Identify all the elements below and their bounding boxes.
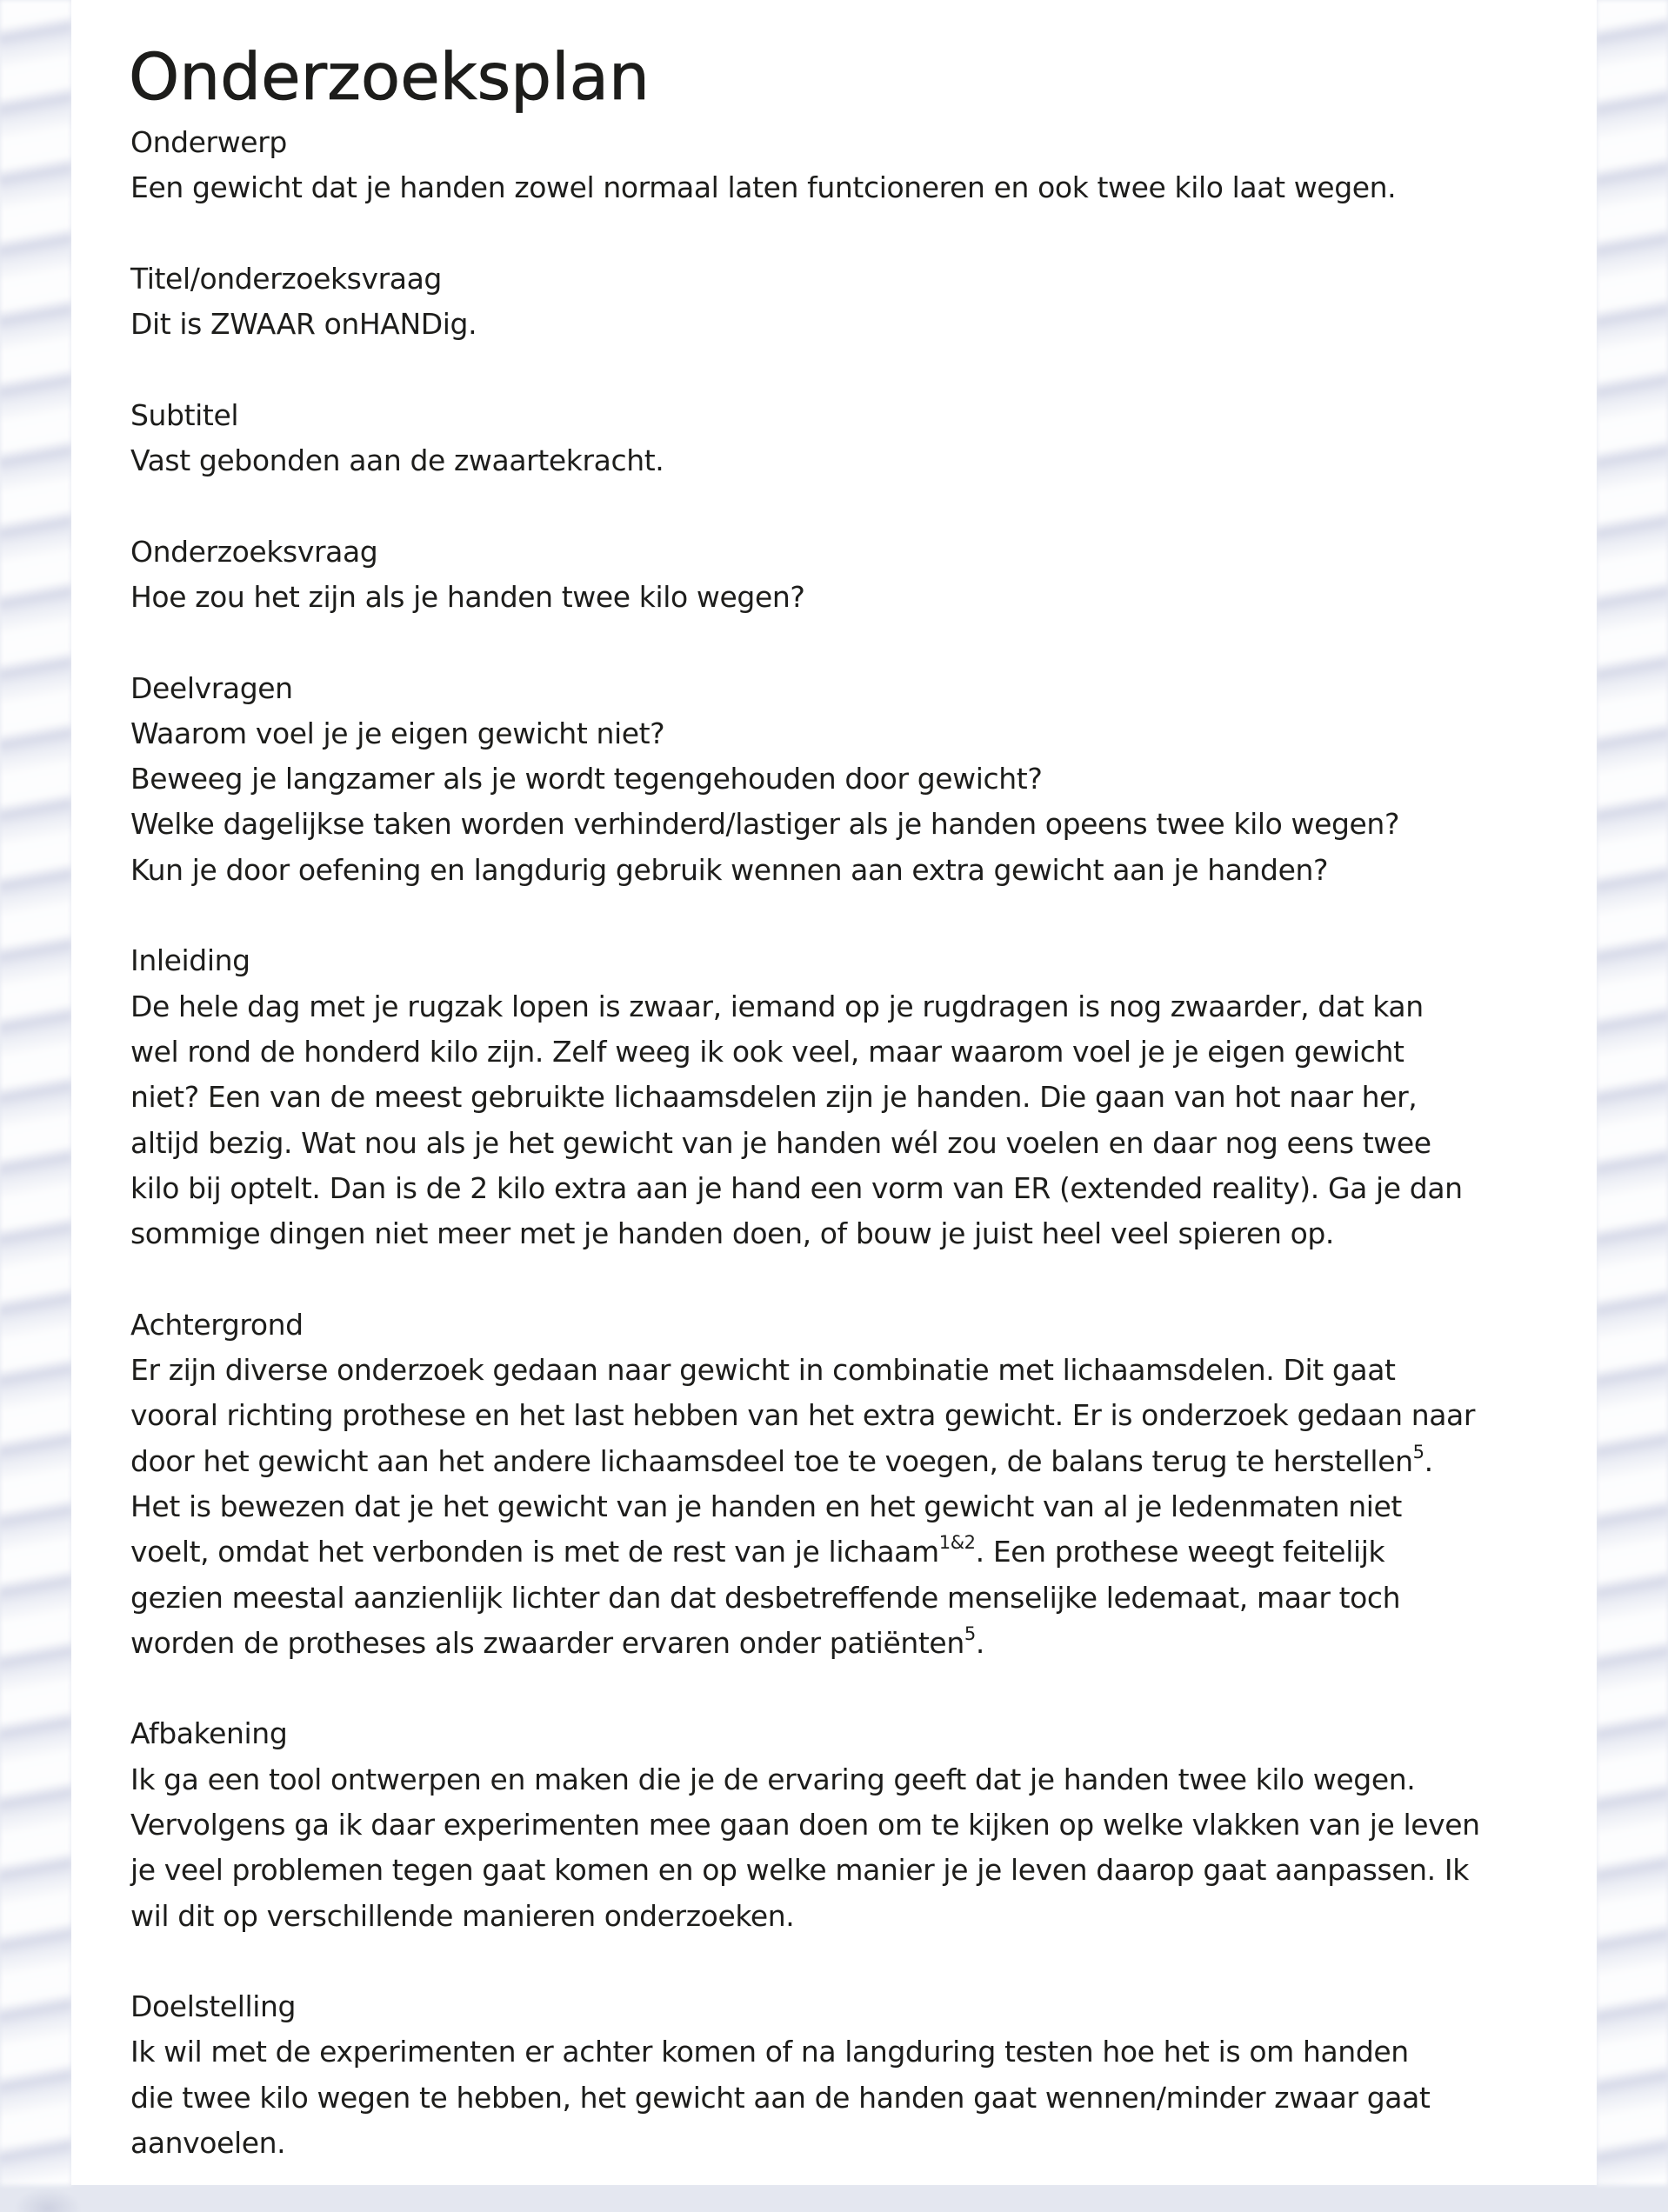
document-body	[130, 120, 1557, 2212]
paragraph-line: niet? Een van de meest gebruikte lichaamsdelen zijn je handen. Die gaan van hot naar her,	[130, 1080, 1418, 1115]
line-text: Er zijn diverse onderzoek gedaan naar gewicht in combinatie met lichaamsdelen. Dit gaat	[130, 1353, 1396, 1388]
line-text-after: .	[1424, 1443, 1433, 1478]
sub-question: Beweeg je langzamer als je wordt tegengehouden door gewicht?	[130, 762, 1043, 796]
paragraph-line: aanvoelen.	[130, 2126, 286, 2161]
section-heading: Inleiding	[130, 943, 250, 978]
paragraph-line	[130, 1348, 1557, 1393]
paragraph-line: sommige dingen niet meer met je handen doen, of bouw je juist heel veel spieren op.	[130, 1216, 1334, 1251]
section-onderzoeksvraag	[130, 530, 1557, 621]
sub-question: Waarom voel je je eigen gewicht niet?	[130, 716, 665, 750]
paragraph-line	[130, 1484, 1557, 1529]
paragraph-line: altijd bezig. Wat nou als je het gewicht van je handen wél zou voelen en daar nog eens twee	[130, 1125, 1431, 1160]
section-line: Vast gebonden aan de zwaartekracht.	[130, 443, 664, 478]
paragraph-line	[130, 1576, 1557, 1621]
section-titel	[130, 257, 1557, 348]
line-text: voelt, omdat het verbonden is met de rest van je lichaam	[130, 1535, 939, 1569]
section-heading: Afbakening	[130, 1716, 288, 1751]
paragraph-line: Ik ga een tool ontwerpen en maken die je de ervaring geeft dat je handen twee kilo wegen.	[130, 1762, 1416, 1796]
section-line: Dit is ZWAAR onHANDig.	[130, 307, 477, 342]
section-deelvragen	[130, 666, 1557, 893]
section-subtitel	[130, 393, 1557, 484]
section-heading: Titel/onderzoeksvraag	[130, 261, 442, 296]
section-doelstelling	[130, 1984, 1557, 2166]
paragraph-line: De hele dag met je rugzak lopen is zwaar, iemand op je rugdragen is nog zwaarder, dat kan	[130, 989, 1424, 1023]
paragraph-line: Vervolgens ga ik daar experimenten mee gaan doen om te kijken op welke vlakken van je leven	[130, 1807, 1480, 1842]
section-heading: Subtitel	[130, 397, 239, 432]
background-texture-right	[1597, 0, 1668, 2185]
line-text: worden de protheses als zwaarder ervaren onder patiënten	[130, 1625, 964, 1660]
section-afbakening	[130, 1711, 1557, 1938]
line-text-after: . Een prothese weegt feitelijk	[975, 1535, 1385, 1569]
paragraph-line	[130, 1621, 1557, 1666]
paragraph-line	[130, 1393, 1557, 1438]
footnote-reference: 5	[964, 1622, 976, 1644]
line-text: door het gewicht aan het andere lichaamsdeel toe te voegen, de balans terug te herstellen	[130, 1443, 1413, 1478]
paragraph-line: Ik wil met de experimenten er achter komen of na langduring testen hoe het is om handen	[130, 2035, 1409, 2069]
line-text-after: .	[975, 1625, 984, 1660]
section-line: Hoe zou het zijn als je handen twee kilo wegen?	[130, 579, 805, 614]
section-heading: Achtergrond	[130, 1307, 304, 1342]
section-onderwerp	[130, 120, 1557, 211]
line-text: gezien meestal aanzienlijk lichter dan dat desbetreffende menselijke ledemaat, maar toch	[130, 1580, 1401, 1615]
sub-question: Welke dagelijkse taken worden verhinderd/lastiger als je handen opeens twee kilo wegen?	[130, 807, 1400, 842]
line-text: Het is bewezen dat je het gewicht van je handen en het gewicht van al je ledenmaten niet	[130, 1489, 1402, 1523]
line-text: vooral richting prothese en het last hebben van het extra gewicht. Er is onderzoek gedaan naar	[130, 1398, 1476, 1433]
page-title: Onderzoeksplan	[129, 40, 650, 115]
section-heading: Doelstelling	[130, 1989, 297, 2024]
paragraph-line	[130, 1529, 1557, 1575]
paragraph-line: die twee kilo wegen te hebben, het gewicht aan de handen gaat wennen/minder zwaar gaat	[130, 2080, 1431, 2115]
section-line: Een gewicht dat je handen zowel normaal laten funtcioneren en ook twee kilo laat wegen.	[130, 170, 1397, 205]
sub-question: Kun je door oefening en langdurig gebruik wennen aan extra gewicht aan je handen?	[130, 852, 1329, 887]
footnote-reference: 1&2	[938, 1532, 976, 1554]
section-heading: Deelvragen	[130, 670, 293, 705]
section-inleiding	[130, 938, 1557, 1256]
background-texture-left	[0, 0, 71, 2185]
section-heading: Onderzoeksvraag	[130, 534, 378, 569]
section-achtergrond	[130, 1303, 1557, 1666]
paragraph-line	[130, 1439, 1557, 1484]
paragraph-line: kilo bij optelt. Dan is de 2 kilo extra aan je hand een vorm van ER (extended reality). Ga je dan	[130, 1170, 1463, 1205]
paragraph-line: wil dit op verschillende manieren onderzoeken.	[130, 1898, 795, 1933]
paragraph-line: wel rond de honderd kilo zijn. Zelf weeg ik ook veel, maar waarom voel je je eigen gewicht	[130, 1034, 1404, 1069]
document-page	[71, 0, 1597, 2185]
section-heading: Onderwerp	[130, 125, 287, 159]
footnote-reference: 5	[1412, 1441, 1424, 1462]
paragraph-line: je veel problemen tegen gaat komen en op welke manier je je leven daarop gaat aanpassen. Ik	[130, 1853, 1469, 1888]
